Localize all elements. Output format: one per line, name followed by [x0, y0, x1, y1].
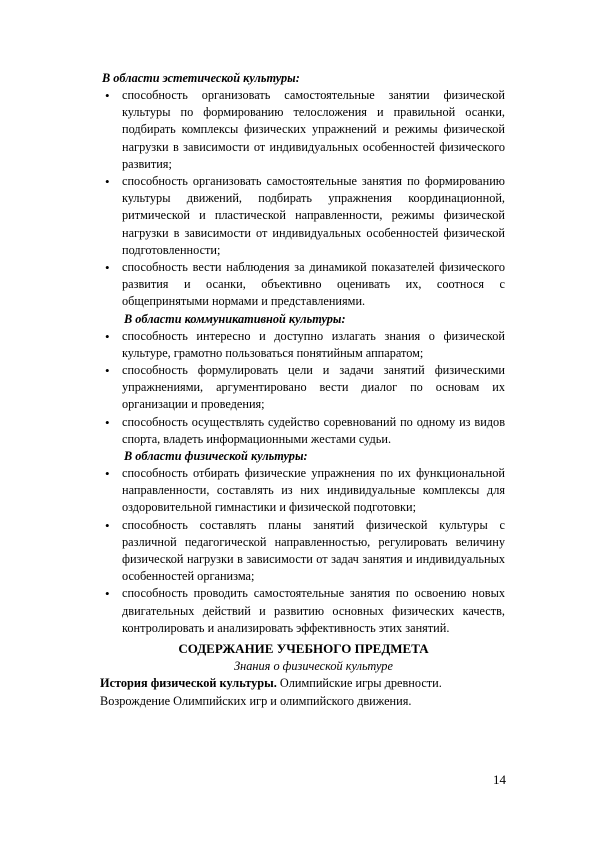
list-item-text: способность организовать самостоятельные занятии физической культуры по формированию телосложения и правильной осанки, подбирать комплексы физических упражнений и режимы физической нагрузки в зависимости от индивидуальных особенностей физического развития;: [122, 88, 505, 171]
list-item: [102, 173, 505, 259]
bullet-icon: •: [105, 586, 110, 602]
section-title: СОДЕРЖАНИЕ УЧЕБНОГО ПРЕДМЕТА: [178, 641, 429, 657]
list-item: [102, 259, 505, 311]
list-item-text: способность формулировать цели и задачи занятий физическими упражнениями, аргументировано вести диалог по основам их организации и проведения;: [122, 363, 505, 412]
bullet-list: [102, 328, 505, 448]
bullet-list: [102, 87, 505, 311]
bullet-list: [102, 465, 505, 637]
bullet-icon: •: [105, 517, 110, 533]
bullet-icon: •: [105, 328, 110, 344]
list-item: [102, 585, 505, 637]
list-item-text: способность вести наблюдения за динамикой показателей физического развития и осанки, объективно оценивать их, соотнося с общепринятыми нормами и представлениями.: [122, 260, 505, 309]
subsection-title: Знания о физической культуре: [234, 659, 393, 674]
page-number: 14: [493, 772, 506, 787]
section-heading: В области эстетической культуры:: [102, 71, 300, 85]
section-physical: [102, 448, 505, 637]
bullet-icon: •: [105, 414, 110, 430]
list-item-text: способность отбирать физические упражнения по их функциональной направленности, составлять из них индивидуальные комплексы для оздоровительной гимнастики и физической подготовки;: [122, 466, 505, 515]
section-heading: В области физической культуры:: [124, 449, 308, 464]
list-item: [102, 465, 505, 517]
paragraph-text: Олимпийские игры древности. Возрождение Олимпийских игр и олимпийского движения.: [100, 676, 442, 708]
list-item: [102, 328, 505, 362]
list-item-text: способность осуществлять судейство соревнований по одному из видов спорта, владеть информационными жестами судьи.: [122, 414, 505, 446]
document-page: [102, 70, 505, 710]
bullet-icon: •: [105, 88, 110, 103]
list-item: [102, 362, 505, 414]
section-heading: В области коммуникативной культуры:: [124, 311, 346, 326]
list-item-text: способность проводить самостоятельные занятия по освоению новых двигательных действий и развитию основных физических качеств, контролировать и анализировать эффективность этих занятий.: [122, 586, 505, 635]
history-paragraph: [100, 675, 505, 710]
list-item: [102, 87, 505, 173]
bullet-icon: •: [105, 466, 110, 482]
list-item: [102, 414, 505, 448]
list-item: [102, 517, 505, 586]
bullet-icon: •: [105, 363, 110, 379]
section-communicative: [102, 311, 505, 448]
list-item-text: способность интересно и доступно излагать знания о физической культуре, грамотно пользоваться понятийным аппаратом;: [122, 328, 505, 360]
bullet-icon: •: [105, 174, 110, 190]
list-item-text: способность организовать самостоятельные занятия по формированию культуры движений, подбирать упражнения координационной, ритмической и пластической направленности, режимы физической нагрузки в зависимости от индивидуальных особенностей физической подготовленности;: [122, 174, 505, 257]
list-item-text: способность составлять планы занятий физической культуры с различной педагогической направленностью, регулировать величину физической нагрузки в зависимости от задач занятия и индивидуальных особенностей организма;: [122, 517, 505, 584]
paragraph-lead: История физической культуры.: [100, 676, 277, 691]
bullet-icon: •: [105, 260, 110, 276]
section-aesthetic: [102, 70, 505, 311]
